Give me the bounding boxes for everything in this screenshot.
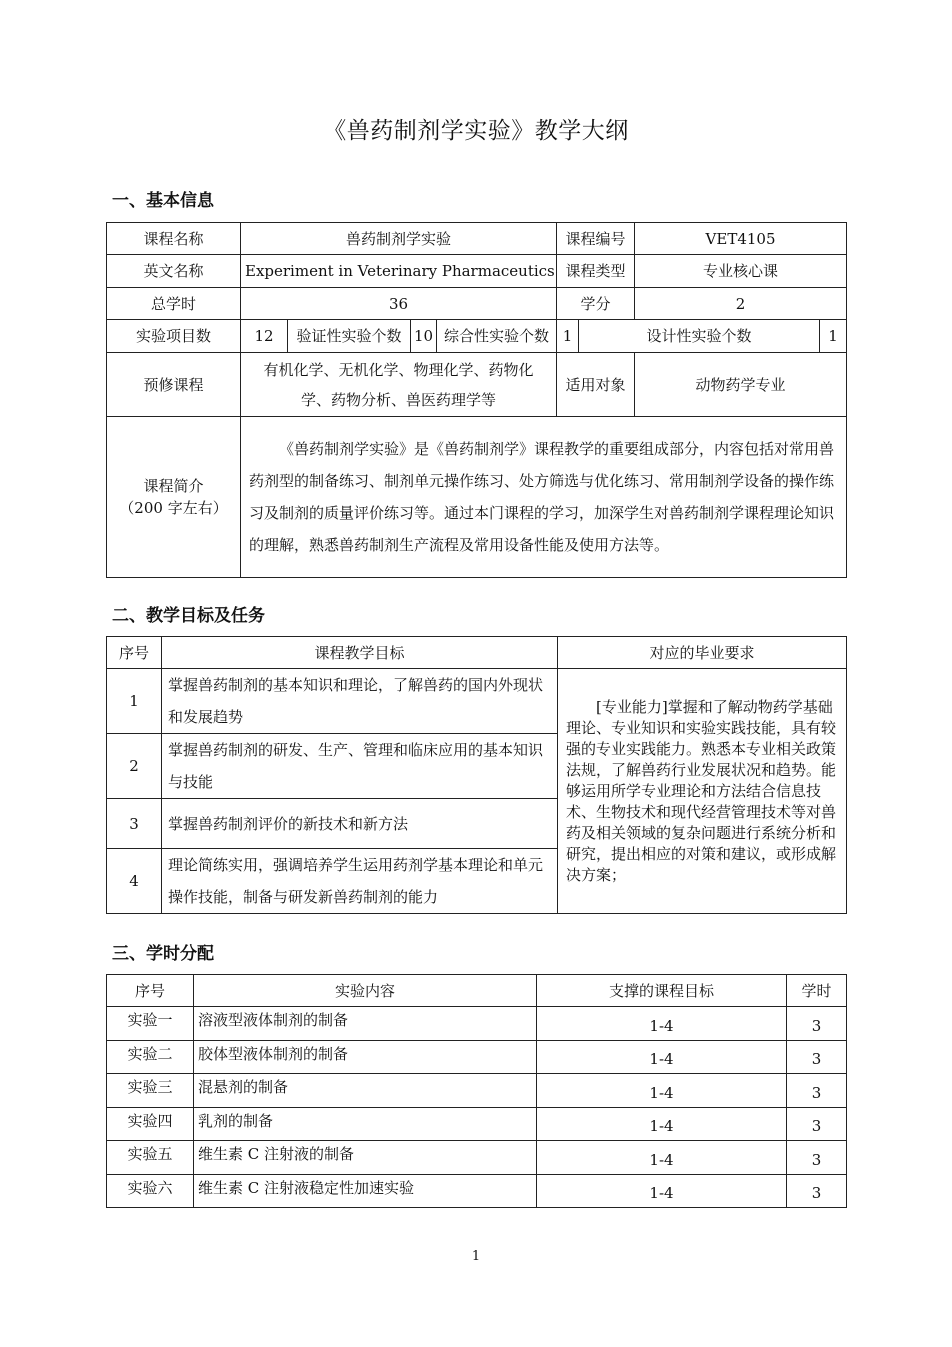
table-row-no: 实验六 [107, 1175, 194, 1208]
prerequisite-line-1: 有机化学、无机化学、物理化学、药物化 [263, 360, 534, 379]
goal-row-no: 4 [107, 849, 162, 914]
section-heading-goals: 二、教学目标及任务 [112, 606, 265, 626]
goal-row-text: 掌握兽药制剂的基本知识和理论，了解兽药的国内外现状和发展趋势 [162, 669, 558, 734]
total-hours-label: 总学时 [107, 288, 241, 320]
section-heading-basic-info: 一、基本信息 [112, 191, 214, 211]
english-name-value: Experiment in Veterinary Pharmaceutics [241, 255, 557, 288]
table-row-content: 乳剂的制备 [194, 1108, 537, 1141]
course-type-value: 专业核心课 [635, 255, 847, 288]
page-title: 《兽药制剂学实验》教学大纲 [323, 118, 629, 144]
table-row-hours: 3 [787, 1175, 847, 1208]
intro-label [107, 417, 241, 578]
intro-label-line-2: （200 字左右） [119, 499, 228, 517]
course-type-label: 课程类型 [557, 255, 635, 288]
table-row-hours: 3 [787, 1141, 847, 1175]
goal-row-text: 掌握兽药制剂的研发、生产、管理和临床应用的基本知识与技能 [162, 734, 558, 799]
course-name-value: 兽药制剂学实验 [241, 223, 557, 255]
course-name-label: 课程名称 [107, 223, 241, 255]
table-row-target: 1-4 [537, 1175, 787, 1208]
section-heading-hours: 三、学时分配 [112, 944, 214, 964]
table-row-target: 1-4 [537, 1108, 787, 1141]
prerequisite-line-2: 学、药物分析、兽医药理学等 [301, 390, 497, 409]
hours-header-hours: 学时 [787, 975, 847, 1007]
goals-header-no: 序号 [107, 637, 162, 669]
table-row-content: 维生素 C 注射液稳定性加速实验 [194, 1175, 537, 1208]
intro-label-line-1: 课程简介 [143, 477, 204, 495]
comprehensive-label: 综合性实验个数 [437, 320, 557, 353]
experiment-count-value: 12 [241, 320, 288, 353]
table-row-target: 1-4 [537, 1007, 787, 1041]
prerequisite-value [241, 353, 557, 417]
credits-label: 学分 [557, 288, 635, 320]
course-code-label: 课程编号 [557, 223, 635, 255]
credits-value: 2 [635, 288, 847, 320]
english-name-label: 英文名称 [107, 255, 241, 288]
design-label: 设计性实验个数 [579, 320, 820, 353]
page-number: 1 [471, 1249, 481, 1264]
table-row-target: 1-4 [537, 1141, 787, 1175]
graduation-requirement-text: [专业能力]掌握和了解动物药学基础理论、专业知识和实验实践技能，具有较强的专业实践能力。熟悉本专业相关政策法规，了解兽药行业发展状况和趋势。能够运用所学专业理论和方法结合信息技术、生物技术和现代经营管理技术等对兽药及相关领域的复杂问题进行系统分析和研究，提出相应的对策和建议，或形成解决方案； [558, 669, 847, 914]
table-row-content: 胶体型液体制剂的制备 [194, 1041, 537, 1074]
hours-header-content: 实验内容 [194, 975, 537, 1007]
table-row-hours: 3 [787, 1041, 847, 1074]
total-hours-value: 36 [241, 288, 557, 320]
table-row-no: 实验二 [107, 1041, 194, 1074]
table-row-no: 实验五 [107, 1141, 194, 1175]
audience-value: 动物药学专业 [635, 353, 847, 417]
table-row-hours: 3 [787, 1074, 847, 1108]
course-intro-text: 《兽药制剂学实验》是《兽药制剂学》课程教学的重要组成部分，内容包括对常用兽药剂型的制备练习、制剂单元操作练习、处方筛选与优化练习、常用制剂学设备的操作练习及制剂的质量评价练习等。通过本门课程的学习，加深学生对兽药制剂学课程理论知识的理解，熟悉兽药制剂生产流程及常用设备性能及使用方法等。 [241, 417, 847, 578]
table-row-content: 维生素 C 注射液的制备 [194, 1141, 537, 1175]
table-row-target: 1-4 [537, 1074, 787, 1108]
table-row-hours: 3 [787, 1108, 847, 1141]
table-row-no: 实验三 [107, 1074, 194, 1108]
basic-info-table [106, 222, 847, 578]
hours-table [106, 974, 847, 1208]
table-row-content: 溶液型液体制剂的制备 [194, 1007, 537, 1041]
goal-row-text: 掌握兽药制剂评价的新技术和新方法 [162, 799, 558, 849]
hours-header-no: 序号 [107, 975, 194, 1007]
table-row-target: 1-4 [537, 1041, 787, 1074]
audience-label: 适用对象 [557, 353, 635, 417]
goals-table [106, 636, 847, 914]
goal-row-no: 1 [107, 669, 162, 734]
experiment-count-label: 实验项目数 [107, 320, 241, 353]
comprehensive-count: 1 [557, 320, 579, 353]
goal-row-no: 3 [107, 799, 162, 849]
goal-row-no: 2 [107, 734, 162, 799]
table-row-no: 实验一 [107, 1007, 194, 1041]
table-row-content: 混悬剂的制备 [194, 1074, 537, 1108]
verification-count: 10 [411, 320, 437, 353]
goal-row-text: 理论简练实用，强调培养学生运用药剂学基本理论和单元操作技能，制备与研发新兽药制剂的能力 [162, 849, 558, 914]
goals-header-goal: 课程教学目标 [162, 637, 558, 669]
goals-header-requirement: 对应的毕业要求 [558, 637, 847, 669]
hours-header-target: 支撑的课程目标 [537, 975, 787, 1007]
prerequisite-label: 预修课程 [107, 353, 241, 417]
table-row-no: 实验四 [107, 1108, 194, 1141]
table-row-hours: 3 [787, 1007, 847, 1041]
course-code-value: VET4105 [635, 223, 847, 255]
design-count: 1 [820, 320, 847, 353]
verification-label: 验证性实验个数 [288, 320, 411, 353]
